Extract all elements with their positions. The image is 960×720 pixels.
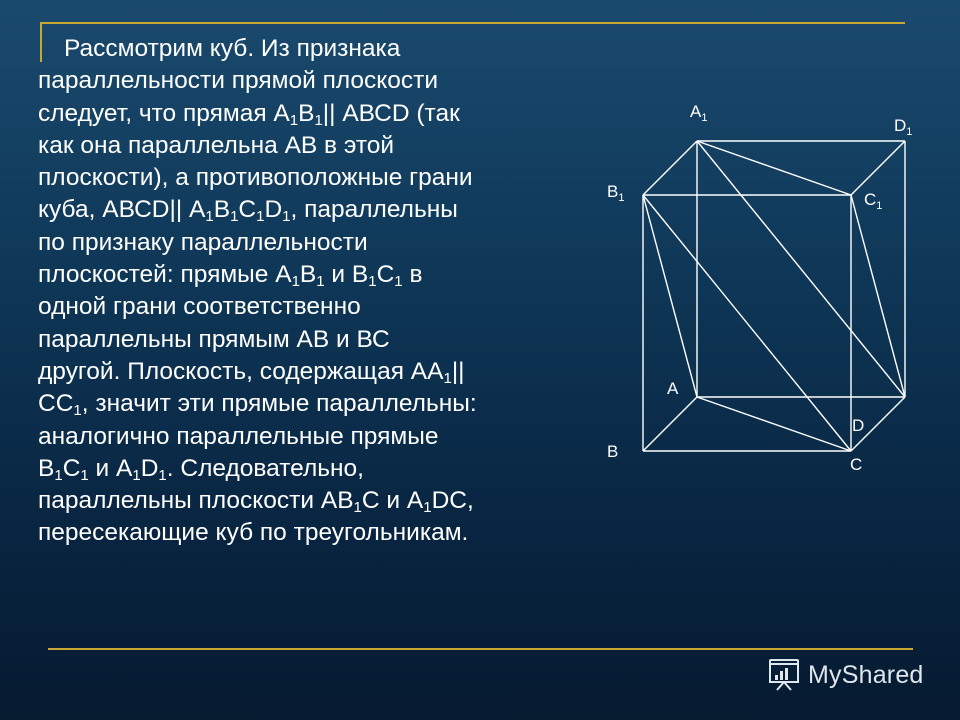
diag-a1-c1 bbox=[697, 141, 851, 195]
text-line: $В_1С_1$ и $А_1D_1$. Следовательно, bbox=[38, 454, 364, 484]
edge-d1-c1 bbox=[851, 141, 905, 195]
vertex-label-d: D bbox=[852, 416, 865, 435]
text-line: Рассмотрим куб. Из признака bbox=[64, 35, 401, 62]
text-line: параллельны плоскости $АВ_1С$ и $А_1DC$, bbox=[38, 487, 474, 517]
diag-c1-d bbox=[851, 195, 905, 397]
vertex-label-d1: $D_1$ bbox=[894, 116, 913, 138]
text-line: плоскостей: прямые $А_1В_1$ и $В_1С_1$ в bbox=[38, 261, 423, 291]
text-line: параллельности прямой плоскости bbox=[38, 67, 439, 95]
text-line: $СС_1$, значит эти прямые параллельны: bbox=[38, 390, 477, 420]
text-line: как она параллельна АВ в этой bbox=[38, 131, 395, 159]
text-line: плоскости), а противоположные грани bbox=[38, 164, 473, 192]
text-line: пересекающие куб по треугольникам. bbox=[38, 519, 469, 547]
text-line: следует, что прямая $А_1В_1||$ АВСD (так bbox=[38, 99, 460, 129]
cube-diagram bbox=[590, 90, 930, 490]
vertex-label-b: В bbox=[607, 442, 619, 461]
diag-a1-d bbox=[697, 141, 905, 397]
text-line: аналогично параллельные прямые bbox=[38, 422, 439, 450]
text-line: куба, АВСD|| $А_1В_1С_1D_1$, параллельны bbox=[38, 196, 458, 226]
diag-b1-c bbox=[643, 195, 851, 451]
vertex-label-c1: $С_1$ bbox=[864, 190, 883, 212]
text-line: параллельны прямым АВ и ВС bbox=[38, 325, 390, 353]
bottom-accent-rule bbox=[48, 648, 913, 650]
diag-a-c bbox=[697, 397, 851, 451]
text-line: по признаку параллельности bbox=[38, 228, 368, 256]
presentation-board-icon bbox=[766, 658, 802, 692]
vertex-label-a1: $А_1$ bbox=[690, 102, 708, 124]
vertex-label-b1: $В_1$ bbox=[607, 182, 625, 204]
edge-a-b bbox=[643, 397, 697, 451]
diag-b1-a bbox=[643, 195, 697, 397]
vertex-label-c: С bbox=[850, 455, 863, 474]
text-line: другой. Плоскость, содержащая $АА_1||$ bbox=[38, 357, 465, 387]
logo-text: MyShared bbox=[808, 660, 924, 689]
text-line: одной грани соответственно bbox=[38, 293, 361, 321]
vertex-label-a: А bbox=[667, 379, 679, 398]
slide-body-text bbox=[38, 33, 603, 550]
top-accent-rule bbox=[40, 22, 905, 24]
myshared-logo bbox=[766, 655, 924, 695]
edge-a1-b1 bbox=[643, 141, 697, 195]
cube-edges bbox=[643, 141, 905, 451]
